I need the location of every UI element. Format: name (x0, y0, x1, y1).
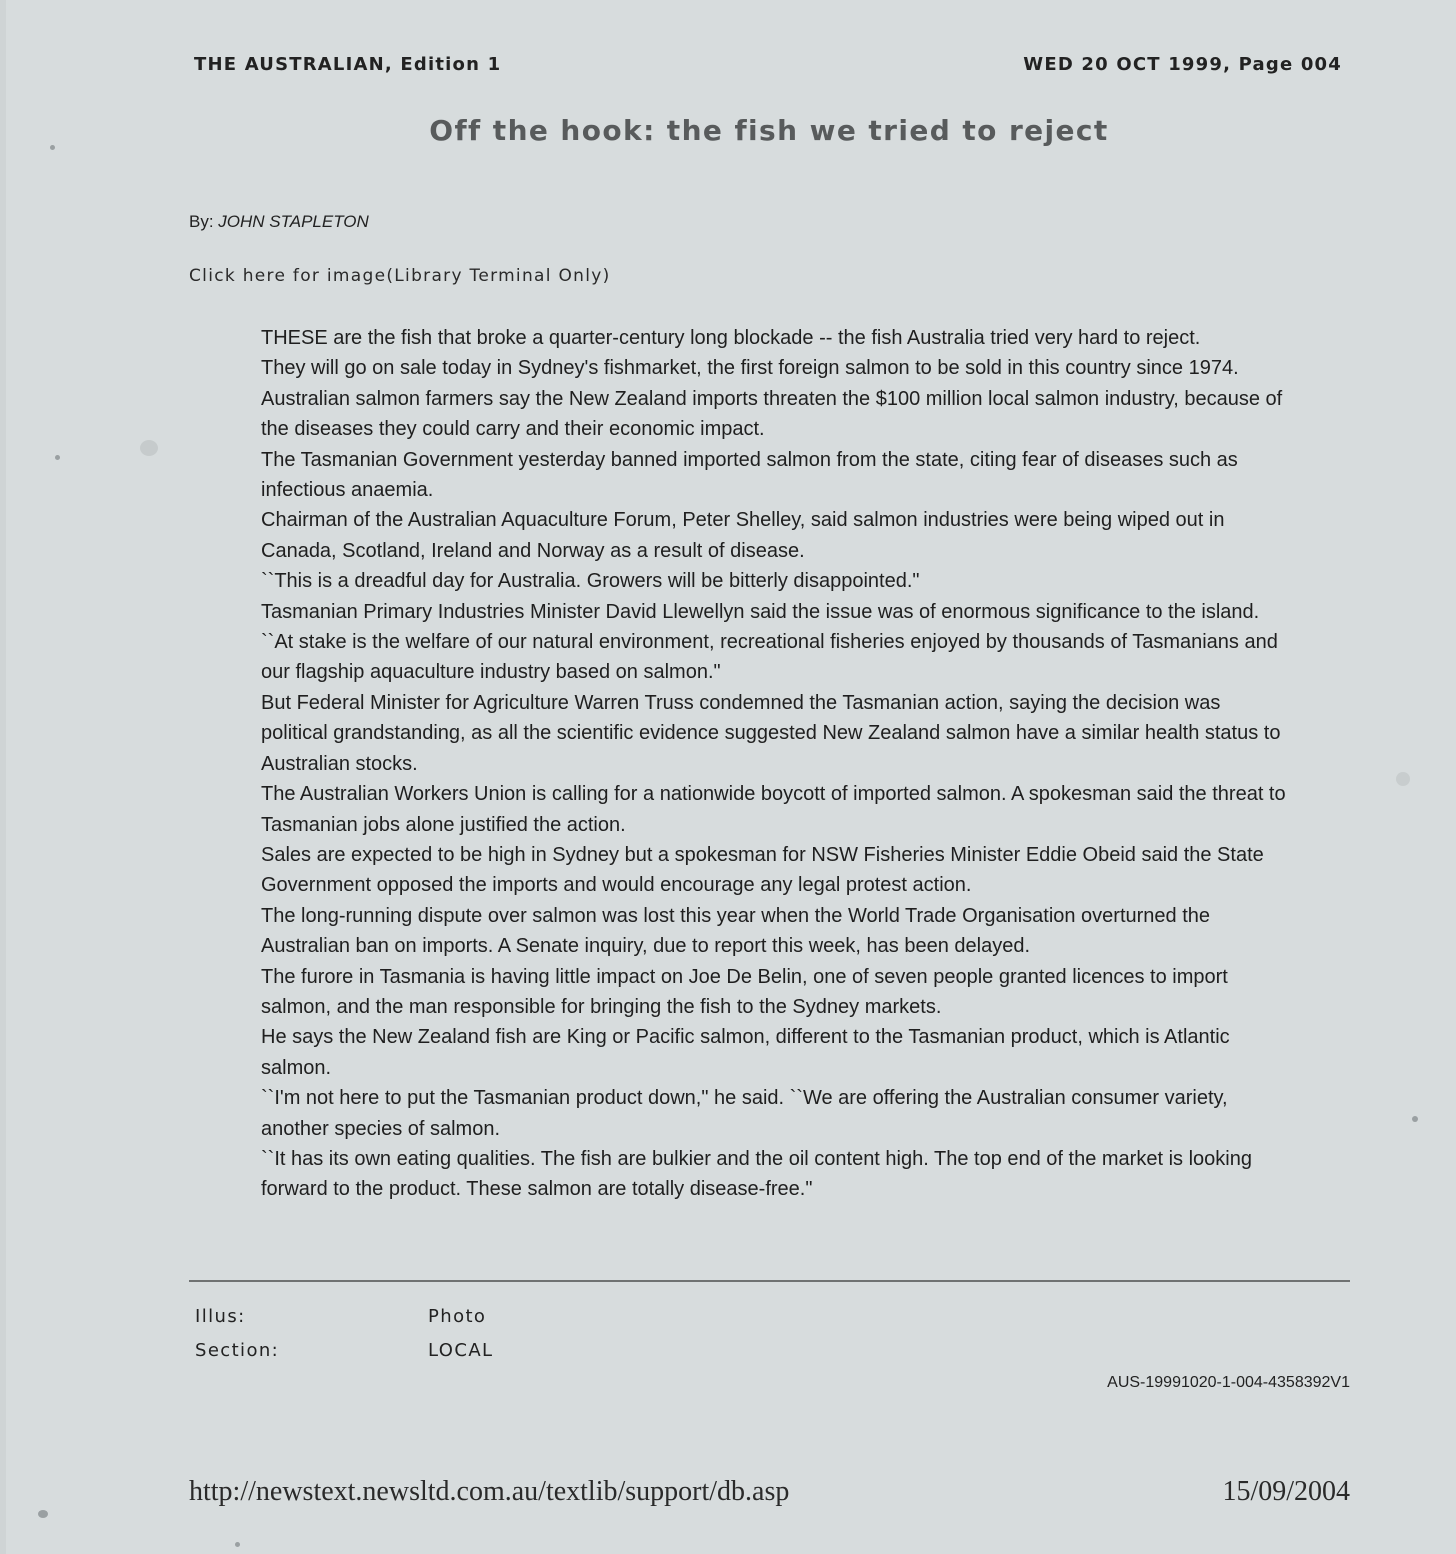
document-id: AUS-19991020-1-004-4358392V1 (1107, 1374, 1350, 1391)
image-link[interactable]: Click here for image(Library Terminal Only) (189, 266, 611, 286)
publication-date-page: WED 20 OCT 1999, Page 004 (1023, 54, 1342, 75)
article-paragraph: THESE are the fish that broke a quarter-century long blockade -- the fish Australia tried very hard to reject. (261, 327, 1201, 349)
article-paragraph: ``I'm not here to put the Tasmanian product down," he said. ``We are offering the Australian consumer variety, another species of salmon. (261, 1087, 1228, 1140)
article-paragraph: The Australian Workers Union is calling for a nationwide boycott of imported salmon. A spokesman said the threat to Tasmanian jobs alone justified the action. (261, 783, 1286, 836)
article-paragraph: ``This is a dreadful day for Australia. Growers will be bitterly disappointed." (261, 570, 920, 593)
footer-url: http://newstext.newsltd.com.au/textlib/support/db.asp (189, 1476, 790, 1507)
scan-speck (1396, 772, 1410, 786)
page-edge (0, 0, 6, 1554)
section-label: Section: (195, 1340, 280, 1361)
scan-speck (50, 145, 55, 150)
author-name: JOHN STAPLETON (218, 212, 369, 231)
article-paragraph: ``It has its own eating qualities. The fish are bulkier and the oil content high. The top end of the market is looking forward to the product. These salmon are totally disease-free." (261, 1147, 1252, 1201)
article-title: Off the hook: the fish we tried to reject (429, 114, 1109, 147)
article-paragraph: But Federal Minister for Agriculture Warren Truss condemned the Tasmanian action, saying the decision was political grandstanding, as all the scientific evidence suggested New Zealand salmon have a similar health status to Australian stocks. (261, 691, 1281, 775)
publication-name: THE AUSTRALIAN, Edition 1 (194, 54, 502, 75)
illus-label: Illus: (195, 1306, 246, 1327)
article-paragraph: Chairman of the Australian Aquaculture Forum, Peter Shelley, said salmon industries were being wiped out in Canada, Scotland, Ireland and Norway as a result of disease. (261, 509, 1225, 562)
article-paragraph: Australian salmon farmers say the New Zealand imports threaten the $100 million local salmon industry, because of the diseases they could carry and their economic impact. (261, 387, 1283, 441)
article-paragraph: The long-running dispute over salmon was lost this year when the World Trade Organisation overturned the Australian ban on imports. A Senate inquiry, due to report this week, has been delayed. (261, 904, 1211, 958)
article-paragraph: The Tasmanian Government yesterday banned imported salmon from the state, citing fear of diseases such as infectious anaemia. (261, 448, 1238, 502)
scan-speck (1412, 1116, 1418, 1122)
article-paragraph: Sales are expected to be high in Sydney but a spokesman for NSW Fisheries Minister Eddie Obeid said the State Government opposed the imports and would encourage any legal protest action. (261, 843, 1264, 897)
scan-speck (38, 1510, 48, 1518)
article-paragraph: Tasmanian Primary Industries Minister David Llewellyn said the issue was of enormous significance to the island. ``At stake is the welfare of our natural environment, recreational fisheries enjoyed by thousands of Tasmanians and our flagship aquaculture industry based on salmon." (261, 600, 1278, 684)
footer-date: 15/09/2004 (1222, 1476, 1350, 1507)
section-divider (189, 1280, 1350, 1282)
article-paragraph: He says the New Zealand fish are King or Pacific salmon, different to the Tasmanian product, which is Atlantic salmon. (261, 1026, 1230, 1079)
scan-speck (55, 455, 60, 460)
section-value: LOCAL (428, 1340, 494, 1361)
byline-prefix: By: (189, 212, 214, 231)
scan-speck (140, 440, 158, 456)
byline (189, 212, 369, 232)
scan-speck (235, 1542, 240, 1547)
article-paragraph: They will go on sale today in Sydney's fishmarket, the first foreign salmon to be sold in this country since 1974. (261, 357, 1239, 380)
article-paragraph: The furore in Tasmania is having little impact on Joe De Belin, one of seven people granted licences to import salmon, and the man responsible for bringing the fish to the Sydney markets. (261, 965, 1228, 1018)
illus-value: Photo (428, 1306, 487, 1327)
article-body (261, 323, 1291, 1205)
